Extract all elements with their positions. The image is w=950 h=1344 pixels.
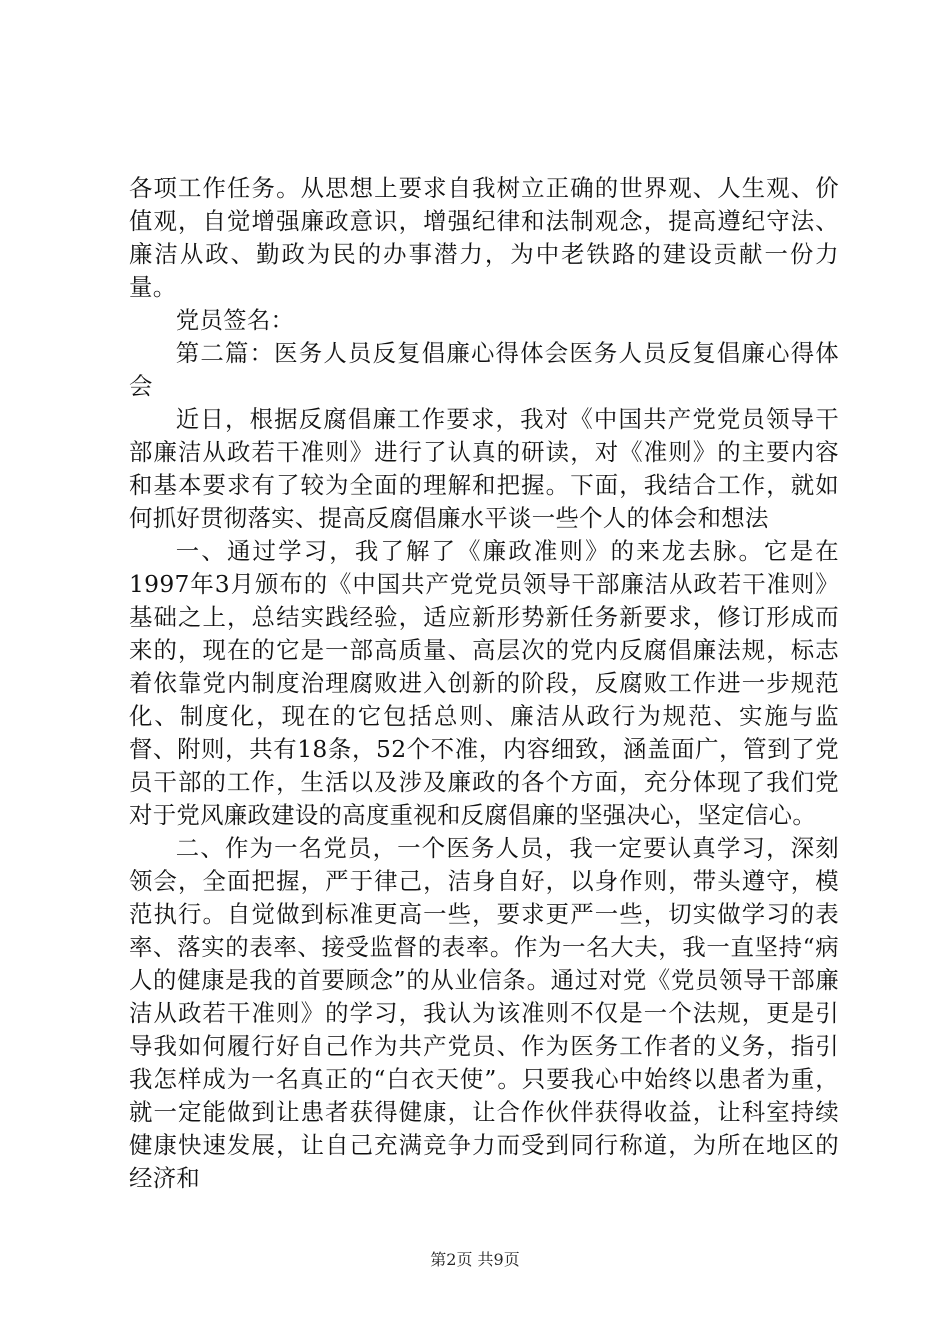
page-number-footer: 第2页 共9页 [430, 1250, 520, 1269]
paragraph-point-two: 二、作为一名党员，一个医务人员，我一定要认真学习，深刻领会，全面把握，严于律己，洁身自好，以身作则，带头遵守，模范执行。自觉做到标准更高一些，要求更严一些，切实做学习的表率、落实的表率、接受监督的表率。作为一名大夫，我一直坚持“病人的健康是我的首要顾念”的从业信条。通过对党《党员领导干部廉洁从政若干准则》的学习，我认为该准则不仅是一个法规，更是引导我如何履行好自己作为共产党员、作为医务工作者的义务，指引我怎样成为一名真正的“白衣天使”。只要我心中始终以患者为重，就一定能做到让患者获得健康，让合作伙伴获得收益，让科室持续健康快速发展，让自己充满竞争力而受到同行称道，为所在地区的经济和 [129, 834, 839, 1192]
paragraph-point-one: 一、通过学习，我了解了《廉政准则》的来龙去脉。它是在1997年3月颁布的《中国共产党党员领导干部廉洁从政若干准则》基础之上，总结实践经验，适应新形势新任务新要求，修订形成而来的，现在的它是一部高质量、高层次的党内反腐倡廉法规，标志着依靠党内制度治理腐败进入创新的阶段，反腐败工作进一步规范化、制度化，现在的它包括总则、廉洁从政行为规范、实施与监督、附则，共有18条，52个不准，内容细致，涵盖面广，管到了党员干部的工作，生活以及涉及廉政的各个方面，充分体现了我们党对于党风廉政建设的高度重视和反腐倡廉的坚强决心，坚定信心。 [129, 537, 839, 829]
party-member-signature-line: 党员签名： [175, 306, 295, 334]
paragraph-intro: 近日，根据反腐倡廉工作要求，我对《中国共产党党员领导干部廉洁从政若干准则》进行了认真的研读，对《准则》的主要内容和基本要求有了较为全面的理解和把握。下面，我结合工作，就如何抓好贯彻落实、提高反腐倡廉水平谈一些个人的体会和想法 [129, 405, 839, 532]
paragraph-1: 各项工作任务。从思想上要求自我树立正确的世界观、人生观、价值观，自觉增强廉政意识，增强纪律和法制观念，提高遵纪守法、廉洁从政、勤政为民的办事潜力，为中老铁路的建设贡献一份力量。 [129, 174, 839, 301]
section-heading-part-two: 第二篇：医务人员反复倡廉心得体会医务人员反复倡廉心得体会 [129, 339, 839, 400]
document-body [129, 172, 839, 1195]
